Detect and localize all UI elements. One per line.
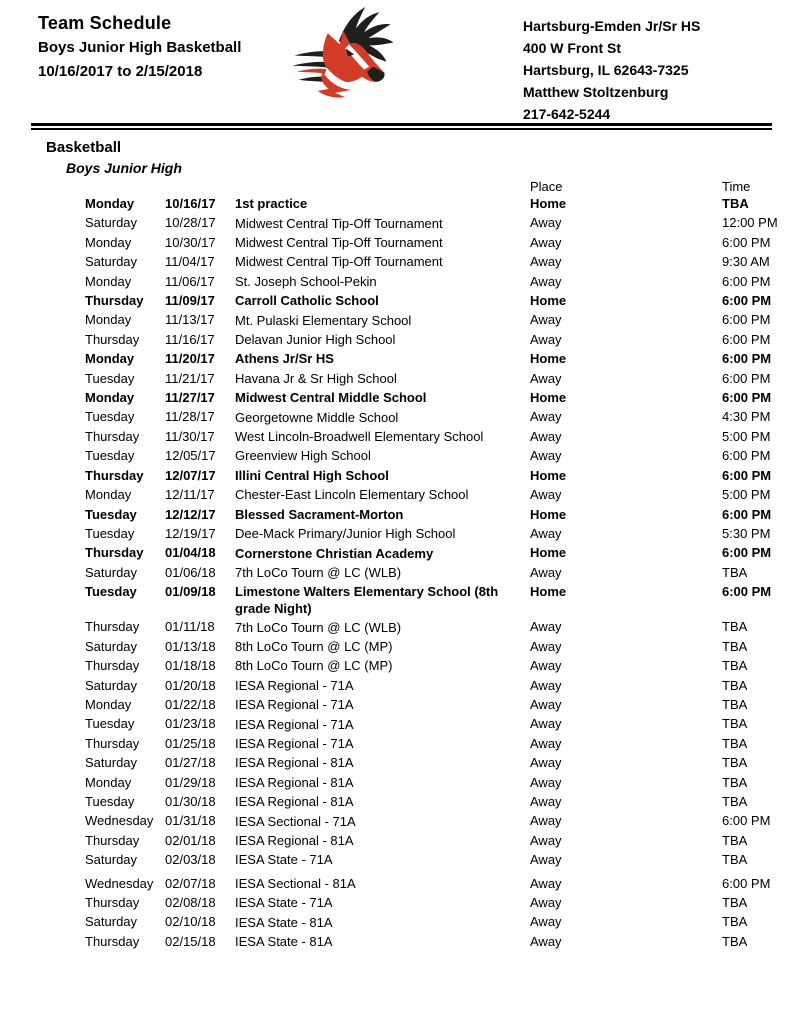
opponent-cell: IESA Regional - 81A — [235, 774, 354, 790]
time-cell: TBA — [722, 895, 748, 910]
time-cell: TBA — [722, 619, 748, 635]
time-cell: 5:00 PM — [722, 428, 771, 444]
time-cell: 6:00 PM — [722, 584, 772, 600]
date-cell: 01/27/18 — [165, 755, 216, 771]
place-cell: Away — [530, 273, 562, 289]
place-cell: Home — [530, 390, 567, 406]
schedule-row — [0, 676, 800, 695]
schedule-row — [0, 252, 800, 271]
place-cell: Away — [530, 312, 562, 328]
opponent-cell: Dee-Mack Primary/Junior High School — [235, 526, 456, 542]
place-cell: Home — [530, 584, 567, 600]
day-cell: Thursday — [85, 331, 140, 347]
day-cell: Monday — [85, 196, 135, 211]
date-cell: 02/01/18 — [165, 832, 216, 848]
table-header-row — [0, 180, 800, 194]
opponent-cell: IESA Regional - 81A — [235, 794, 354, 810]
date-cell: 01/25/18 — [165, 735, 216, 751]
day-cell: Monday — [85, 234, 132, 250]
schedule-row — [0, 893, 800, 912]
schedule-row — [0, 194, 800, 213]
place-cell: Away — [530, 793, 562, 809]
opponent-cell: 7th LoCo Tourn @ LC (WLB) — [235, 564, 402, 580]
contact-phone: 217-642-5244 — [523, 106, 611, 122]
date-cell: 01/18/18 — [165, 658, 216, 674]
opponent-cell: 1st practice — [235, 196, 308, 212]
schedule-row — [0, 485, 800, 504]
date-cell: 01/04/18 — [165, 545, 216, 561]
time-cell: 6:00 PM — [722, 351, 772, 367]
schedule-row — [0, 617, 800, 636]
day-cell: Saturday — [85, 215, 138, 231]
opponent-cell: IESA Sectional - 71A — [235, 813, 356, 829]
date-cell: 02/10/18 — [165, 914, 216, 930]
opponent-cell: Midwest Central Tip-Off Tournament — [235, 235, 443, 250]
opponent-cell: St. Joseph School-Pekin — [235, 273, 377, 289]
date-cell: 11/27/17 — [165, 390, 215, 406]
opponent-cell: IESA Regional - 71A — [235, 677, 354, 693]
opponent-cell: West Lincoln-Broadwell Elementary School — [235, 429, 484, 445]
time-cell: 6:00 PM — [722, 312, 771, 328]
schedule-row — [0, 349, 800, 368]
day-cell: Monday — [85, 774, 132, 790]
date-cell: 12/19/17 — [165, 525, 216, 541]
day-cell: Monday — [85, 487, 132, 503]
place-cell: Away — [530, 234, 562, 250]
time-cell: TBA — [722, 793, 748, 809]
opponent-cell: Delavan Junior High School — [235, 332, 396, 348]
opponent-cell: IESA Sectional - 81A — [235, 875, 356, 891]
team-level-heading: Boys Junior High — [66, 160, 182, 176]
sport-heading: Basketball — [46, 139, 122, 156]
place-cell: Home — [530, 196, 567, 211]
time-cell: TBA — [722, 852, 748, 868]
school-city-state-zip: Hartsburg, IL 62643-7325 — [523, 62, 689, 78]
time-cell: 6:00 PM — [722, 506, 772, 522]
schedule-row — [0, 388, 800, 407]
time-cell: 5:00 PM — [722, 487, 771, 503]
schedule-row — [0, 369, 800, 388]
date-cell: 01/13/18 — [165, 638, 216, 654]
opponent-cell: Limestone Walters Elementary School (8th grade Night) — [235, 584, 499, 617]
place-cell: Away — [530, 254, 562, 270]
opponent-cell: IESA Regional - 71A — [235, 735, 354, 751]
time-cell: 6:00 PM — [722, 813, 771, 829]
place-column-header: Place — [530, 179, 563, 194]
schedule-row — [0, 563, 800, 582]
contact-name: Matthew Stoltzenburg — [523, 84, 669, 100]
place-cell: Home — [530, 293, 567, 309]
date-cell: 01/22/18 — [165, 696, 216, 712]
day-cell: Saturday — [85, 852, 138, 868]
place-cell: Away — [530, 215, 562, 231]
opponent-cell: Midwest Central Tip-Off Tournament — [235, 215, 443, 231]
schedule-row — [0, 524, 800, 543]
opponent-cell: Blessed Sacrament-Morton — [235, 506, 404, 522]
opponent-cell: 8th LoCo Tourn @ LC (MP) — [235, 638, 393, 654]
schedule-row — [0, 811, 800, 830]
time-cell: 6:00 PM — [722, 293, 772, 309]
header-divider — [31, 123, 772, 130]
stag-mascot-icon — [292, 5, 402, 103]
opponent-cell: Mt. Pulaski Elementary School — [235, 312, 412, 328]
day-cell: Tuesday — [85, 409, 135, 425]
date-cell: 01/20/18 — [165, 677, 216, 693]
date-cell: 01/29/18 — [165, 774, 216, 790]
time-cell: 12:00 PM — [722, 215, 778, 231]
day-cell: Thursday — [85, 293, 144, 309]
place-cell: Away — [530, 755, 562, 771]
schedule-row — [0, 427, 800, 446]
time-cell: TBA — [722, 735, 748, 751]
day-cell: Tuesday — [85, 370, 135, 386]
schedule-row — [0, 695, 800, 714]
day-cell: Tuesday — [85, 716, 135, 732]
schedule-row — [0, 213, 800, 232]
opponent-cell: IESA State - 81A — [235, 914, 333, 930]
time-cell: 4:30 PM — [722, 409, 771, 425]
place-cell: Away — [530, 448, 562, 464]
day-cell: Thursday — [85, 619, 140, 635]
date-column-header — [165, 180, 235, 194]
time-cell: 6:00 PM — [722, 467, 772, 483]
document-title-block — [38, 13, 241, 80]
place-cell: Away — [530, 525, 562, 541]
date-cell: 11/09/17 — [165, 293, 215, 309]
day-cell: Monday — [85, 351, 135, 367]
opponent-cell: Havana Jr & Sr High School — [235, 370, 397, 386]
day-cell: Thursday — [85, 832, 140, 848]
date-cell: 01/23/18 — [165, 716, 216, 732]
day-cell: Monday — [85, 696, 132, 712]
schedule-row — [0, 874, 800, 893]
time-cell: 6:00 PM — [722, 273, 771, 289]
date-cell: 11/20/17 — [165, 351, 215, 367]
schedule-row — [0, 792, 800, 811]
day-cell: Thursday — [85, 735, 140, 751]
date-range: 10/16/2017 to 2/15/2018 — [38, 63, 203, 80]
place-cell: Home — [530, 351, 567, 367]
schedule-row — [0, 850, 800, 869]
place-cell: Away — [530, 638, 562, 654]
place-cell: Away — [530, 735, 562, 751]
school-info-block — [523, 15, 700, 125]
schedule-row — [0, 831, 800, 850]
schedule-row — [0, 330, 800, 349]
section-headings — [46, 139, 182, 176]
opponent-cell: IESA Regional - 71A — [235, 697, 354, 713]
schedule-row — [0, 291, 800, 310]
day-cell: Saturday — [85, 564, 138, 580]
time-cell: 6:00 PM — [722, 545, 772, 561]
place-cell: Away — [530, 487, 562, 503]
place-cell: Away — [530, 409, 562, 425]
day-cell: Tuesday — [85, 448, 135, 464]
time-cell: TBA — [722, 933, 748, 949]
date-cell: 10/28/17 — [165, 215, 216, 231]
place-cell: Away — [530, 813, 562, 829]
schedule-row — [0, 734, 800, 753]
place-cell: Away — [530, 875, 562, 891]
opponent-cell: Chester-East Lincoln Elementary School — [235, 487, 469, 503]
schedule-table — [0, 180, 800, 951]
time-cell: 9:30 AM — [722, 254, 770, 270]
date-cell: 11/16/17 — [165, 331, 215, 347]
date-cell: 12/07/17 — [165, 467, 216, 483]
schedule-row — [0, 714, 800, 733]
place-cell: Away — [530, 696, 562, 712]
time-cell: TBA — [722, 914, 748, 930]
opponent-cell: Midwest Central Tip-Off Tournament — [235, 254, 443, 270]
date-cell: 02/15/18 — [165, 933, 216, 949]
day-cell: Thursday — [85, 658, 140, 674]
time-cell: TBA — [722, 638, 748, 654]
day-cell: Monday — [85, 273, 132, 289]
place-cell: Away — [530, 331, 562, 347]
place-cell: Home — [530, 545, 567, 561]
schedule-row — [0, 446, 800, 465]
date-cell: 12/12/17 — [165, 506, 216, 522]
day-column-header — [85, 180, 165, 194]
time-cell: TBA — [722, 677, 748, 693]
day-cell: Wednesday — [85, 813, 154, 829]
time-cell: 6:00 PM — [722, 331, 771, 347]
day-cell: Saturday — [85, 755, 138, 771]
place-cell: Home — [530, 506, 567, 522]
opponent-column-header — [235, 180, 530, 194]
time-cell: 6:00 PM — [722, 234, 771, 250]
date-cell: 11/13/17 — [165, 312, 215, 328]
time-cell: TBA — [722, 832, 748, 848]
opponent-cell: Midwest Central Middle School — [235, 390, 427, 406]
schedule-row — [0, 932, 800, 951]
schedule-row — [0, 753, 800, 772]
schedule-row — [0, 407, 800, 426]
place-cell: Away — [530, 658, 562, 674]
schedule-rows — [0, 194, 800, 951]
opponent-cell: Illini Central High School — [235, 467, 389, 483]
schedule-row — [0, 582, 800, 617]
date-cell: 11/06/17 — [165, 273, 215, 289]
day-cell: Thursday — [85, 545, 144, 561]
school-street: 400 W Front St — [523, 40, 622, 56]
date-cell: 01/30/18 — [165, 793, 216, 809]
day-cell: Monday — [85, 390, 135, 406]
place-cell: Away — [530, 852, 562, 868]
school-name: Hartsburg-Emden Jr/Sr HS — [523, 18, 701, 34]
time-cell: 6:00 PM — [722, 448, 771, 464]
date-cell: 11/30/17 — [165, 428, 215, 444]
day-cell: Wednesday — [85, 875, 154, 891]
opponent-cell: Greenview High School — [235, 448, 371, 464]
schedule-row — [0, 637, 800, 656]
time-cell: 6:00 PM — [722, 370, 771, 386]
schedule-row — [0, 233, 800, 252]
date-cell: 01/11/18 — [165, 619, 215, 635]
place-cell: Away — [530, 564, 562, 580]
opponent-cell: Athens Jr/Sr HS — [235, 351, 334, 367]
schedule-row — [0, 656, 800, 675]
date-cell: 01/31/18 — [165, 813, 216, 829]
date-cell: 02/07/18 — [165, 875, 216, 891]
date-cell: 02/03/18 — [165, 852, 216, 868]
place-cell: Away — [530, 832, 562, 848]
day-cell: Tuesday — [85, 506, 137, 522]
schedule-row — [0, 272, 800, 291]
schedule-row — [0, 505, 800, 524]
opponent-cell: IESA State - 71A — [235, 895, 333, 911]
day-cell: Thursday — [85, 933, 140, 949]
day-cell: Tuesday — [85, 584, 137, 600]
time-column-header: Time — [722, 179, 751, 194]
date-cell: 02/08/18 — [165, 895, 216, 910]
time-cell: TBA — [722, 716, 748, 732]
day-cell: Saturday — [85, 638, 138, 654]
time-cell: 5:30 PM — [722, 525, 771, 541]
place-cell: Away — [530, 370, 562, 386]
schedule-row — [0, 912, 800, 931]
date-cell: 10/16/17 — [165, 196, 216, 211]
day-cell: Tuesday — [85, 525, 135, 541]
day-cell: Thursday — [85, 428, 140, 444]
place-cell: Away — [530, 774, 562, 790]
place-cell: Home — [530, 467, 567, 483]
page-title: Team Schedule — [38, 13, 172, 33]
team-name: Boys Junior High Basketball — [38, 39, 242, 56]
day-cell: Thursday — [85, 467, 144, 483]
time-cell: TBA — [722, 196, 749, 211]
date-cell: 01/06/18 — [165, 564, 216, 580]
time-cell: TBA — [722, 564, 748, 580]
place-cell: Away — [530, 933, 562, 949]
time-cell: TBA — [722, 696, 748, 712]
time-cell: TBA — [722, 774, 748, 790]
opponent-cell: Cornerstone Christian Academy — [235, 545, 434, 561]
schedule-row — [0, 310, 800, 329]
date-cell: 12/11/17 — [165, 487, 215, 503]
date-cell: 10/30/17 — [165, 234, 216, 250]
date-cell: 11/04/17 — [165, 254, 215, 270]
opponent-cell: IESA State - 81A — [235, 934, 333, 949]
opponent-cell: 8th LoCo Tourn @ LC (MP) — [235, 658, 393, 674]
opponent-cell: IESA Regional - 81A — [235, 832, 354, 848]
date-cell: 11/28/17 — [165, 409, 215, 425]
opponent-cell: Carroll Catholic School — [235, 293, 379, 309]
opponent-cell: 7th LoCo Tourn @ LC (WLB) — [235, 619, 402, 635]
day-cell: Saturday — [85, 914, 138, 930]
place-cell: Away — [530, 895, 562, 910]
day-cell: Saturday — [85, 677, 138, 693]
day-cell: Saturday — [85, 254, 138, 270]
schedule-row — [0, 466, 800, 485]
date-cell: 12/05/17 — [165, 448, 216, 464]
date-cell: 11/21/17 — [165, 370, 215, 386]
opponent-cell: IESA Regional - 71A — [235, 716, 354, 732]
schedule-row — [0, 543, 800, 562]
day-cell: Tuesday — [85, 793, 135, 809]
place-cell: Away — [530, 914, 562, 930]
time-cell: TBA — [722, 658, 748, 674]
day-cell: Monday — [85, 312, 132, 328]
time-cell: 6:00 PM — [722, 390, 772, 406]
opponent-cell: IESA Regional - 81A — [235, 755, 354, 771]
place-cell: Away — [530, 677, 562, 693]
place-cell: Away — [530, 428, 562, 444]
opponent-cell: Georgetowne Middle School — [235, 409, 399, 425]
place-cell: Away — [530, 716, 562, 732]
time-cell: TBA — [722, 755, 748, 771]
schedule-row — [0, 773, 800, 792]
day-cell: Thursday — [85, 895, 140, 910]
date-cell: 01/09/18 — [165, 584, 216, 600]
opponent-cell: IESA State - 71A — [235, 852, 333, 868]
place-cell: Away — [530, 619, 562, 635]
time-cell: 6:00 PM — [722, 875, 771, 891]
